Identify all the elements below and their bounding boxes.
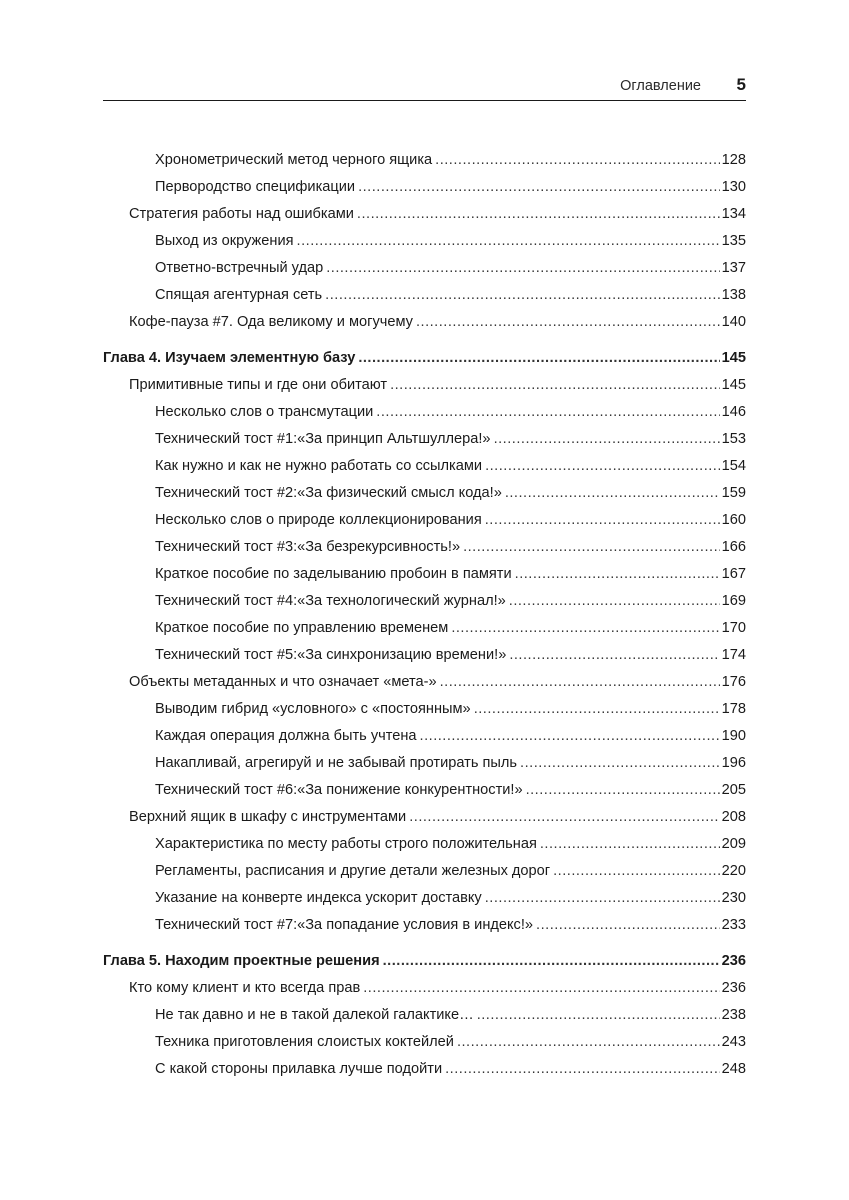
toc-section[interactable] (103, 201, 746, 228)
toc-entry-page: 190 (721, 728, 746, 744)
toc-entry-page: 178 (721, 701, 746, 717)
toc-entry-page: 169 (721, 593, 746, 609)
toc-entry-title: Технический тост #5:«За синхронизацию времени!» (155, 647, 507, 663)
toc-leader-dots (485, 453, 720, 480)
toc-leader-dots (536, 912, 720, 939)
toc-entry-title: Несколько слов о трансмутации (155, 404, 374, 420)
toc-leader-dots (477, 1002, 720, 1029)
toc-leader-dots (358, 345, 719, 372)
toc-subsection[interactable] (103, 615, 746, 642)
toc-entry-title: Краткое пособие по управлению временем (155, 620, 449, 636)
toc-entry-page: 236 (721, 953, 746, 969)
toc-entry-title: Технический тост #1:«За принцип Альтшуллера!» (155, 431, 491, 447)
toc-entry-title: Технический тост #6:«За понижение конкурентности!» (155, 782, 523, 798)
toc-entry-title: Техника приготовления слоистых коктейлей (155, 1034, 454, 1050)
toc-entry-title: Технический тост #4:«За технологический журнал!» (155, 593, 506, 609)
toc-entry-title: Кофе-пауза #7. Ода великому и могучему (129, 314, 413, 330)
table-of-contents (103, 147, 746, 1083)
toc-entry-page: 209 (721, 836, 746, 852)
toc-entry-title: Примитивные типы и где они обитают (129, 377, 388, 393)
toc-leader-dots (457, 1029, 720, 1056)
toc-leader-dots (509, 588, 720, 615)
toc-leader-dots (325, 282, 719, 309)
toc-entry-title: Технический тост #2:«За физический смысл кода!» (155, 485, 502, 501)
toc-leader-dots (390, 372, 720, 399)
toc-entry-title: Объекты метаданных и что означает «мета-» (129, 674, 437, 690)
toc-entry-title: Спящая агентурная сеть (155, 287, 323, 303)
toc-entry-page: 145 (721, 350, 746, 366)
toc-section[interactable] (103, 804, 746, 831)
toc-entry-title: Регламенты, расписания и другие детали железных дорог (155, 863, 551, 879)
toc-entry-title: Несколько слов о природе коллекционирования (155, 512, 482, 528)
toc-entry-title: Технический тост #7:«За попадание условия в индекс!» (155, 917, 534, 933)
toc-subsection[interactable] (103, 561, 746, 588)
toc-section[interactable] (103, 309, 746, 336)
toc-leader-dots (474, 696, 720, 723)
toc-leader-dots (383, 948, 720, 975)
toc-chapter[interactable] (103, 345, 746, 372)
toc-entry-page: 196 (721, 755, 746, 771)
toc-subsection[interactable] (103, 453, 746, 480)
toc-entry-title: С какой стороны прилавка лучше подойти (155, 1061, 443, 1077)
toc-section[interactable] (103, 372, 746, 399)
toc-subsection[interactable] (103, 750, 746, 777)
toc-entry-title: Накапливай, агрегируй и не забывай протирать пыль (155, 755, 518, 771)
toc-subsection[interactable] (103, 426, 746, 453)
toc-subsection[interactable] (103, 723, 746, 750)
toc-entry-page: 160 (721, 512, 746, 528)
toc-leader-dots (451, 615, 719, 642)
toc-subsection[interactable] (103, 228, 746, 255)
toc-entry-title: Глава 4. Изучаем элементную базу (103, 350, 356, 366)
toc-leader-dots (435, 147, 720, 174)
toc-leader-dots (553, 858, 720, 885)
toc-entry-page: 248 (721, 1061, 746, 1077)
toc-entry-page: 208 (721, 809, 746, 825)
toc-entry-page: 154 (721, 458, 746, 474)
toc-section[interactable] (103, 669, 746, 696)
toc-subsection[interactable] (103, 1029, 746, 1056)
toc-leader-dots (357, 201, 720, 228)
toc-entry-page: 233 (721, 917, 746, 933)
toc-leader-dots (358, 174, 720, 201)
toc-leader-dots (463, 534, 720, 561)
toc-subsection[interactable] (103, 912, 746, 939)
toc-subsection[interactable] (103, 534, 746, 561)
toc-leader-dots (445, 1056, 720, 1083)
toc-leader-dots (515, 561, 720, 588)
toc-entry-title: Как нужно и как не нужно работать со ссылками (155, 458, 483, 474)
toc-leader-dots (363, 975, 719, 1002)
toc-subsection[interactable] (103, 777, 746, 804)
toc-subsection[interactable] (103, 147, 746, 174)
toc-subsection[interactable] (103, 399, 746, 426)
toc-leader-dots (505, 480, 720, 507)
toc-entry-title: Выводим гибрид «условного» с «постоянным» (155, 701, 471, 717)
toc-subsection[interactable] (103, 696, 746, 723)
page-number: 5 (736, 75, 746, 94)
toc-entry-page: 167 (721, 566, 746, 582)
toc-entry-title: Первородство спецификации (155, 179, 356, 195)
toc-leader-dots (409, 804, 719, 831)
toc-subsection[interactable] (103, 642, 746, 669)
toc-entry-title: Ответно-встречный удар (155, 260, 324, 276)
toc-entry-page: 238 (721, 1007, 746, 1023)
toc-entry-page: 130 (721, 179, 746, 195)
toc-leader-dots (526, 777, 720, 804)
toc-subsection[interactable] (103, 831, 746, 858)
toc-subsection[interactable] (103, 174, 746, 201)
toc-entry-title: Выход из окружения (155, 233, 294, 249)
toc-subsection[interactable] (103, 255, 746, 282)
toc-entry-page: 153 (721, 431, 746, 447)
toc-entry-page: 176 (721, 674, 746, 690)
toc-leader-dots (376, 399, 719, 426)
toc-entry-title: Кто кому клиент и кто всегда прав (129, 980, 361, 996)
toc-entry-page: 140 (721, 314, 746, 330)
toc-leader-dots (494, 426, 720, 453)
toc-entry-page: 236 (721, 980, 746, 996)
toc-chapter[interactable] (103, 948, 746, 975)
toc-entry-title: Хронометрический метод черного ящика (155, 152, 433, 168)
toc-leader-dots (440, 669, 720, 696)
toc-leader-dots (297, 228, 720, 255)
toc-entry-page: 135 (721, 233, 746, 249)
toc-entry-page: 205 (721, 782, 746, 798)
toc-entry-page: 138 (721, 287, 746, 303)
toc-leader-dots (509, 642, 719, 669)
toc-leader-dots (485, 507, 720, 534)
toc-entry-page: 137 (721, 260, 746, 276)
toc-entry-title: Верхний ящик в шкафу с инструментами (129, 809, 407, 825)
toc-entry-page: 146 (721, 404, 746, 420)
toc-entry-title: Глава 5. Находим проектные решения (103, 953, 380, 969)
toc-leader-dots (326, 255, 719, 282)
toc-entry-page: 220 (721, 863, 746, 879)
toc-subsection[interactable] (103, 858, 746, 885)
toc-entry-title: Стратегия работы над ошибками (129, 206, 354, 222)
toc-entry-title: Указание на конверте индекса ускорит доставку (155, 890, 482, 906)
toc-leader-dots (420, 723, 720, 750)
running-header (103, 76, 746, 101)
toc-subsection[interactable] (103, 282, 746, 309)
toc-leader-dots (540, 831, 720, 858)
toc-subsection[interactable] (103, 588, 746, 615)
toc-subsection[interactable] (103, 885, 746, 912)
running-header-title: Оглавление (620, 78, 701, 94)
toc-entry-title: Характеристика по месту работы строго положительная (155, 836, 537, 852)
toc-subsection[interactable] (103, 507, 746, 534)
toc-section[interactable] (103, 975, 746, 1002)
toc-entry-page: 134 (721, 206, 746, 222)
toc-leader-dots (485, 885, 720, 912)
toc-subsection[interactable] (103, 1002, 746, 1029)
toc-entry-page: 145 (721, 377, 746, 393)
toc-entry-page: 166 (721, 539, 746, 555)
toc-entry-page: 174 (721, 647, 746, 663)
toc-entry-title: Каждая операция должна быть учтена (155, 728, 417, 744)
toc-entry-title: Технический тост #3:«За безрекурсивность!» (155, 539, 461, 555)
toc-entry-page: 243 (721, 1034, 746, 1050)
toc-entry-page: 170 (721, 620, 746, 636)
toc-subsection[interactable] (103, 480, 746, 507)
toc-subsection[interactable] (103, 1056, 746, 1083)
toc-entry-title: Не так давно и не в такой далекой галактике… (155, 1007, 474, 1023)
toc-leader-dots (520, 750, 720, 777)
toc-entry-page: 159 (721, 485, 746, 501)
toc-entry-page: 230 (721, 890, 746, 906)
toc-leader-dots (416, 309, 720, 336)
toc-entry-title: Краткое пособие по заделыванию пробоин в памяти (155, 566, 512, 582)
toc-entry-page: 128 (721, 152, 746, 168)
